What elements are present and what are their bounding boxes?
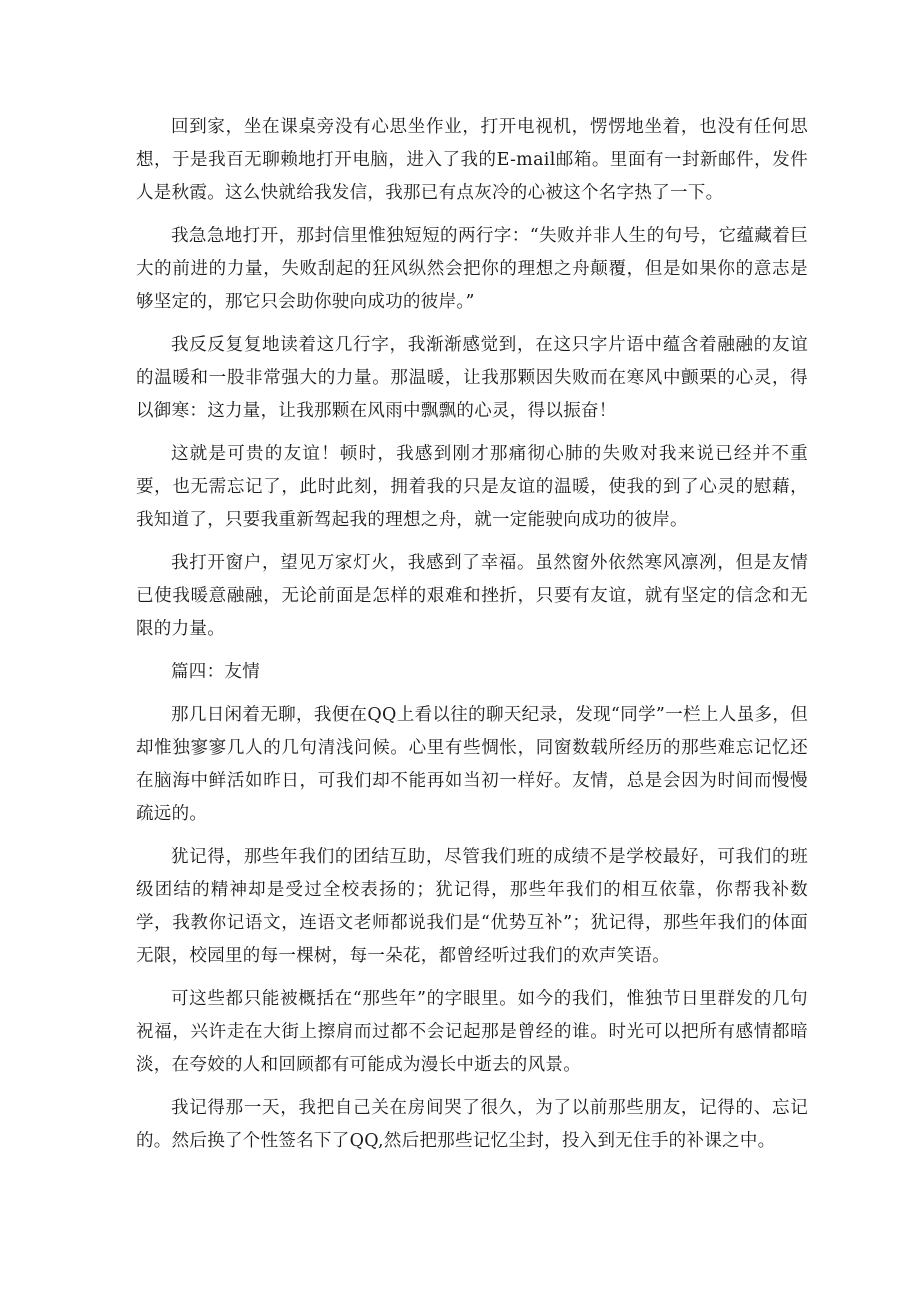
paragraph-1: 回到家，坐在课桌旁没有心思坐作业，打开电视机，愣愣地坐着，也没有任何思想，于是我百无聊赖地打开电脑，进入了我的E-mail邮箱。里面有一封新邮件，发件人是秋霞。这么快就给我发信，我那已有点灰冷的心被这个名字热了一下。 (136, 117, 808, 203)
paragraph-2: 我急急地打开，那封信里惟独短短的两行字：“失败并非人生的句号，它蕴藏着巨大的前进的力量，失败刮起的狂风纵然会把你的理想之舟颠覆，但是如果你的意志是够坚定的，那它只会助你驶向成功的彼岸。” (136, 226, 808, 312)
paragraph-3: 我反反复复地读着这几行字，我渐渐感觉到，在这只字片语中蕴含着融融的友谊的温暖和一股非常强大的力量。那温暖，让我那颗因失败而在寒风中颤栗的心灵，得以御寒：这力量，让我那颗在风雨中飘飘的心灵，得以振奋！ (136, 335, 808, 421)
paragraph-4: 这就是可贵的友谊！顿时，我感到刚才那痛彻心肺的失败对我来说已经并不重要，也无需忘记了，此时此刻，拥着我的只是友谊的温暖，使我的到了心灵的慰藉，我知道了，只要我重新驾起我的理想之舟，就一定能驶向成功的彼岸。 (136, 444, 808, 530)
section-paragraph-1: 那几日闲着无聊，我便在QQ上看以往的聊天纪录，发现“同学”一栏上人虽多，但却惟独寥寥几人的几句清浅问候。心里有些惆怅，同窗数载所经历的那些难忘记忆还在脑海中鲜活如昨日，可我们却不能再如当初一样好。友情，总是会因为时间而慢慢疏远的。 (136, 705, 808, 824)
section-paragraph-2: 犹记得，那些年我们的团结互助，尽管我们班的成绩不是学校最好，可我们的班级团结的精神却是受过全校表扬的；犹记得，那些年我们的相互依靠，你帮我补数学，我教你记语文，连语文老师都说我们是“优势互补”；犹记得，那些年我们的体面无限，校园里的每一棵树，每一朵花，都曾经听过我们的欢声笑语。 (136, 847, 808, 966)
document-body (136, 111, 808, 1168)
section-paragraph-4: 我记得那一天，我把自己关在房间哭了很久，为了以前那些朋友，记得的、忘记的。然后换了个性签名下了QQ,然后把那些记忆尘封，投入到无住手的补课之中。 (136, 1098, 808, 1151)
section-title: 篇四：友情 (171, 662, 260, 682)
section-paragraph-3: 可这些都只能被概括在“那些年”的字眼里。如今的我们，惟独节日里群发的几句祝福，兴许走在大街上擦肩而过都不会记起那是曾经的谁。时光可以把所有感情都暗淡，在夸姣的人和回顾都有可能成为漫长中逝去的风景。 (136, 989, 808, 1075)
paragraph-5: 我打开窗户，望见万家灯火，我感到了幸福。虽然窗外依然寒风凛冽，但是友情已使我暖意融融，无论前面是怎样的艰难和挫折，只要有友谊，就有坚定的信念和无限的力量。 (136, 553, 808, 639)
